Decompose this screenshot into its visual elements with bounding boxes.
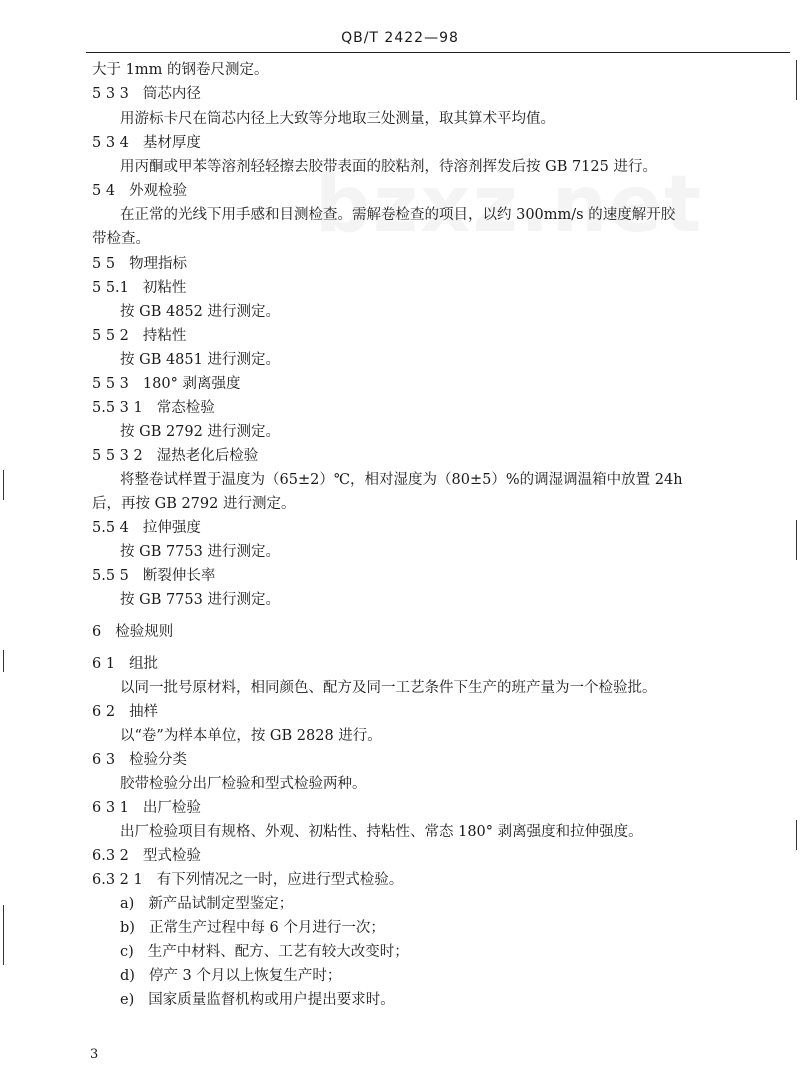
page-number: 3 <box>90 1047 99 1062</box>
scan-edge-mark <box>796 520 797 560</box>
list-marker: c) <box>120 944 134 960</box>
section-title: 断裂伸长率 <box>142 568 216 584</box>
section-number: 6 3 1 <box>92 800 129 816</box>
list-item <box>120 990 395 1010</box>
scan-edge-mark <box>3 470 4 500</box>
scan-edge-mark <box>3 905 4 965</box>
list-marker: a) <box>120 896 135 912</box>
section-number: 6.3 2 1 <box>92 872 143 888</box>
paragraph-line: 以“卷”为样本单位，按 GB 2828 进行。 <box>120 728 382 744</box>
section-number: 5 5 2 <box>92 328 129 344</box>
section-number: 5.5 4 <box>92 520 129 536</box>
paragraph-line: 在正常的光线下用手感和目测检查。需解卷检查的项目，以约 300mm/s 的速度解开胶 <box>120 207 676 223</box>
section-number: 5 5.1 <box>92 280 129 296</box>
scan-edge-mark <box>796 60 797 100</box>
standard-code-header: QB/T 2422—98 <box>341 30 459 46</box>
section-title: 外观检验 <box>129 183 188 199</box>
section-number: 5 5 3 <box>92 376 129 392</box>
section-number: 6 2 <box>92 704 116 720</box>
list-text: 停产 3 个月以上恢复生产时； <box>148 968 342 984</box>
section-title: 检验分类 <box>129 752 188 768</box>
section-title: 出厂检验 <box>142 800 201 816</box>
section-heading <box>92 133 201 153</box>
section-title: 基材厚度 <box>142 135 201 151</box>
section-number: 5 5 3 2 <box>92 448 143 464</box>
list-text: 国家质量监督机构或用户提出要求时。 <box>148 992 395 1008</box>
section-heading <box>92 566 215 586</box>
section-heading <box>92 702 158 722</box>
section-title: 有下列情况之一时，应进行型式检验。 <box>156 872 404 888</box>
paragraph-line: 按 GB 4851 进行测定。 <box>120 352 280 368</box>
section-title: 常态检验 <box>156 400 215 416</box>
list-item <box>120 918 385 938</box>
section-title: 物理指标 <box>129 256 188 272</box>
list-text: 生产中材料、配方、工艺有较大改变时； <box>147 944 409 960</box>
paragraph-line: 胶带检验分出厂检验和型式检验两种。 <box>120 776 367 792</box>
section-number: 6 3 <box>92 752 116 768</box>
section-title: 型式检验 <box>142 848 201 864</box>
section-number: 5 5 <box>92 256 116 272</box>
section-heading <box>92 654 158 674</box>
section-title: 筒芯内径 <box>142 86 201 102</box>
section-heading <box>92 326 186 346</box>
paragraph-line: 按 GB 7753 进行测定。 <box>120 544 280 560</box>
section-title: 组批 <box>129 656 159 672</box>
scan-edge-mark <box>3 650 4 672</box>
list-text: 正常生产过程中每 6 个月进行一次； <box>148 920 385 936</box>
list-marker: e) <box>120 992 135 1008</box>
paragraph-line: 按 GB 4852 进行测定。 <box>120 304 280 320</box>
header-rule <box>86 52 790 53</box>
paragraph-line: 用丙酮或甲苯等溶剂轻轻擦去胶带表面的胶粘剂，待溶剂挥发后按 GB 7125 进行。 <box>120 159 657 175</box>
list-item <box>120 942 409 962</box>
list-marker: b) <box>120 920 135 936</box>
section-number: 5 4 <box>92 183 116 199</box>
section-heading <box>92 278 186 298</box>
paragraph-line: 带检查。 <box>92 231 150 247</box>
section-number: 6.3 2 <box>92 848 129 864</box>
section-title: 抽样 <box>129 704 159 720</box>
section-heading <box>92 798 201 818</box>
chapter-heading <box>92 622 173 642</box>
section-heading <box>92 846 201 866</box>
section-heading <box>92 518 201 538</box>
section-heading <box>92 398 215 418</box>
list-item <box>120 894 293 914</box>
chapter-title: 检验规则 <box>115 624 174 640</box>
section-heading <box>92 254 187 274</box>
section-number: 5 3 3 <box>92 86 129 102</box>
section-title: 180° 剥离强度 <box>142 376 241 392</box>
section-heading <box>92 750 187 770</box>
list-text: 新产品试制定型鉴定； <box>148 896 294 912</box>
section-number: 6 1 <box>92 656 116 672</box>
section-heading <box>92 446 258 466</box>
chapter-number: 6 <box>92 624 102 640</box>
section-heading <box>92 84 201 104</box>
paragraph-line: 用游标卡尺在筒芯内径上大致等分地取三处测量，取其算术平均值。 <box>120 111 555 127</box>
paragraph-line: 按 GB 2792 进行测定。 <box>120 424 280 440</box>
paragraph-line: 将整卷试样置于温度为（65±2）℃，相对湿度为（80±5）%的调湿调温箱中放置 24h <box>120 472 683 488</box>
paragraph-line: 按 GB 7753 进行测定。 <box>120 592 280 608</box>
section-heading <box>92 374 240 394</box>
section-number: 5.5 5 <box>92 568 129 584</box>
paragraph-line: 出厂检验项目有规格、外观、初粘性、持粘性、常态 180° 剥离强度和拉伸强度。 <box>120 824 643 840</box>
list-item <box>120 966 341 986</box>
paragraph-line: 后，再按 GB 2792 进行测定。 <box>92 496 296 512</box>
paragraph-line: 大于 1mm 的钢卷尺测定。 <box>92 62 269 78</box>
section-number: 5 3 4 <box>92 135 129 151</box>
section-heading <box>92 870 403 890</box>
section-number: 5.5 3 1 <box>92 400 143 416</box>
section-title: 拉伸强度 <box>142 520 201 536</box>
scan-edge-mark <box>796 820 797 850</box>
list-marker: d) <box>120 968 135 984</box>
section-heading <box>92 181 187 201</box>
paragraph-line: 以同一批号原材料，相同颜色、配方及同一工艺条件下生产的班产量为一个检验批。 <box>120 680 657 696</box>
section-title: 持粘性 <box>142 328 187 344</box>
section-title: 湿热老化后检验 <box>156 448 259 464</box>
section-title: 初粘性 <box>142 280 187 296</box>
